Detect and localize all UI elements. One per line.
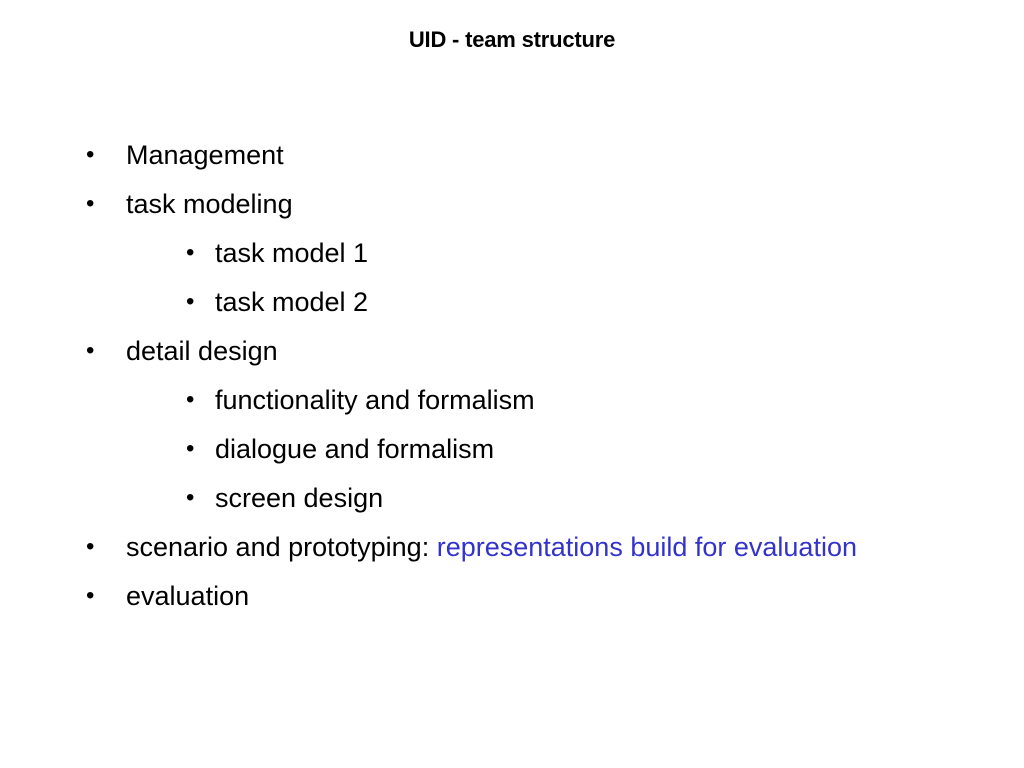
list-item (0, 578, 1024, 627)
bullet-icon: • (86, 190, 95, 217)
list-item (0, 480, 1024, 529)
bullet-icon: • (186, 435, 195, 462)
bullet-icon: • (186, 484, 195, 511)
bullet-icon: • (186, 288, 195, 315)
highlighted-text: representations build for evaluation (436, 532, 857, 562)
list-item-text-group (126, 529, 857, 565)
list-item (0, 186, 1024, 235)
list-item (0, 333, 1024, 382)
list-item-text: functionality and formalism (215, 385, 535, 415)
list-item-text: dialogue and formalism (215, 434, 495, 464)
bullet-icon: • (186, 386, 195, 413)
list-item (0, 529, 1024, 578)
list-item-text: detail design (126, 336, 278, 366)
bullet-icon: • (86, 582, 95, 609)
list-item (0, 284, 1024, 333)
list-item-text: Management (126, 140, 284, 170)
list-item (0, 382, 1024, 431)
bullet-list (0, 137, 1024, 627)
list-item (0, 235, 1024, 284)
bullet-icon: • (186, 239, 195, 266)
list-item-text: task modeling (126, 189, 293, 219)
slide-title: UID - team structure (408, 27, 616, 52)
list-item-text: task model 2 (215, 287, 369, 317)
list-item-text: task model 1 (215, 238, 369, 268)
bullet-icon: • (86, 533, 95, 560)
list-item-text: screen design (215, 483, 384, 513)
bullet-icon: • (86, 337, 95, 364)
list-item-text: evaluation (126, 581, 250, 611)
list-item-text: scenario and prototyping: (126, 532, 437, 562)
list-item (0, 431, 1024, 480)
list-item (0, 137, 1024, 186)
bullet-icon: • (86, 141, 95, 168)
